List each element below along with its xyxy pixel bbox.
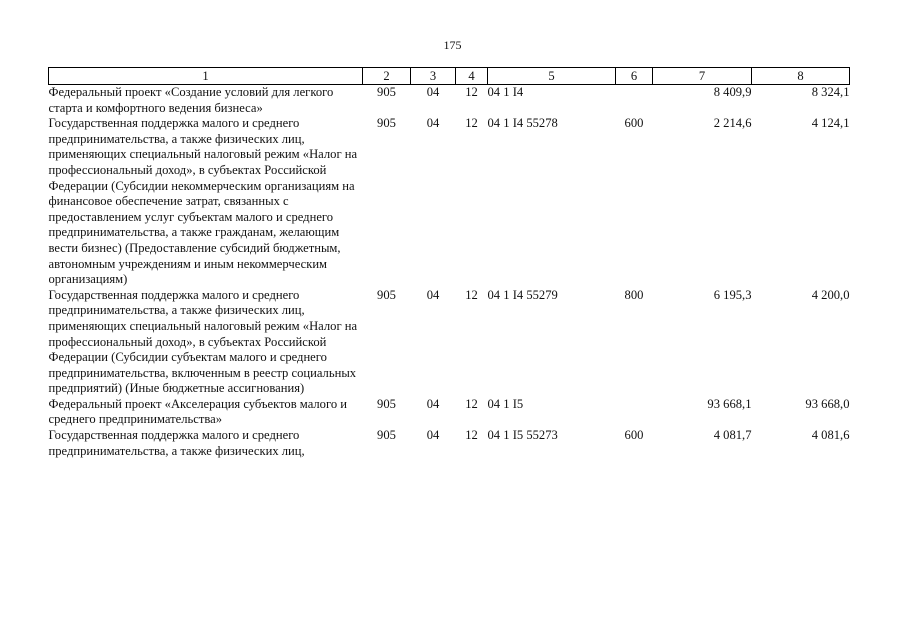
row-sum-1: 4 081,7	[713, 428, 752, 443]
row-sum-1: 93 668,1	[707, 396, 752, 411]
row-ministry: 905	[377, 287, 396, 302]
row-expense-type: 600	[624, 116, 644, 131]
table-row	[49, 85, 850, 117]
row-subsection: 12	[465, 428, 478, 443]
row-sum-1: 6 195,3	[713, 287, 752, 302]
page-number: 175	[443, 38, 462, 52]
row-section: 04	[426, 396, 440, 411]
row-sum-2: 4 124,1	[811, 116, 850, 131]
row-sum-1: 8 409,9	[713, 85, 752, 99]
row-name: Государственная поддержка малого и среднего предпринимательства, а также физических лиц, применяющих специальный налоговый режим «Налог на профессиональный доход», в субъектах Российской Федерации (Субсидии некоммерческим организациям на финансовое обеспечение затрат, связанных с предоставлением услуг субъектам малого и среднего предпринимательства, а также гражданам, желающим вести бизнес) (Предоставление субсидий бюджетным, автономным учреждениям и иным некоммерческим организациям)	[48, 116, 358, 287]
row-sum-2: 4 081,6	[811, 428, 850, 443]
row-name: Государственная поддержка малого и среднего предпринимательства, а также физических лиц, применяющих специальный налоговый режим «Налог на профессиональный доход», в субъектах Российской Федерации (Субсидии субъектам малого и среднего предпринимательства, включенным в реестр социальных предприятий) (Иные бюджетные ассигнования)	[48, 287, 358, 396]
row-expense-type: 800	[624, 287, 644, 302]
row-section: 04	[426, 85, 440, 99]
table-row	[49, 397, 850, 428]
header-cell: 5	[488, 68, 616, 85]
table-row	[49, 116, 850, 288]
row-subsection: 12	[465, 116, 478, 131]
row-sum-2: 8 324,1	[811, 85, 850, 99]
row-ministry: 905	[377, 85, 396, 99]
row-subsection: 12	[465, 287, 478, 302]
row-ministry: 905	[377, 396, 396, 411]
header-cell: 1	[49, 68, 363, 85]
row-subsection: 12	[465, 396, 478, 411]
row-section: 04	[426, 116, 440, 131]
row-name: Федеральный проект «Акселерация субъектов малого и среднего предпринимательства»	[48, 396, 348, 427]
header-row	[49, 68, 850, 85]
budget-table	[48, 67, 850, 459]
row-sum-1: 2 214,6	[713, 116, 752, 131]
header-cell: 2	[363, 68, 411, 85]
table-row	[49, 288, 850, 397]
row-ministry: 905	[377, 116, 396, 131]
header-cell: 7	[653, 68, 752, 85]
row-section: 04	[426, 428, 440, 443]
row-expense-type	[616, 397, 653, 428]
row-target: 04 1 I4 55278	[487, 116, 558, 131]
row-sum-2: 93 668,0	[805, 396, 850, 411]
header-cell: 4	[456, 68, 488, 85]
row-name: Федеральный проект «Создание условий для легкого старта и комфортного ведения бизнеса»	[48, 85, 334, 115]
row-target: 04 1 I5 55273	[487, 428, 558, 443]
row-expense-type: 600	[624, 428, 644, 443]
row-target: 04 1 I4	[487, 85, 524, 99]
row-target: 04 1 I5	[487, 396, 524, 411]
row-expense-type	[616, 85, 653, 117]
header-cell: 8	[752, 68, 850, 85]
row-subsection: 12	[465, 85, 478, 99]
header-cell: 6	[616, 68, 653, 85]
table-row	[49, 428, 850, 459]
row-ministry: 905	[377, 428, 396, 443]
row-sum-2: 4 200,0	[811, 287, 850, 302]
row-target: 04 1 I4 55279	[487, 287, 558, 302]
row-name: Государственная поддержка малого и среднего предпринимательства, а также физических лиц,	[48, 428, 305, 458]
header-cell: 3	[411, 68, 456, 85]
row-section: 04	[426, 287, 440, 302]
